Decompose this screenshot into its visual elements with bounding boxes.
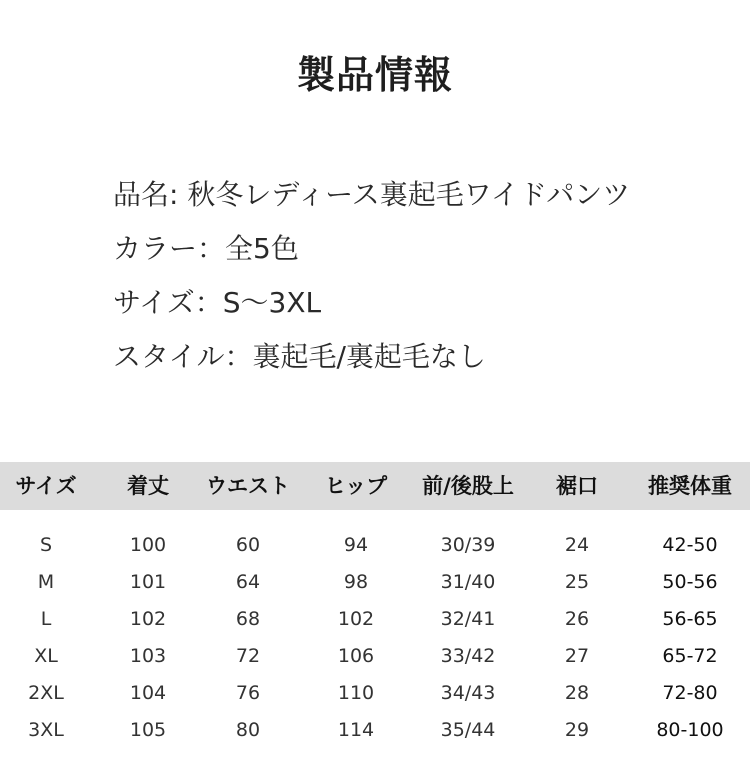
cell-waist: 68: [235, 608, 261, 630]
cell-rise: 30/39: [440, 534, 496, 556]
cell-size: L: [40, 608, 52, 630]
cell-weight: 72-80: [662, 682, 718, 704]
header-weight: 推奨体重: [648, 474, 732, 498]
cell-hip: 114: [337, 719, 375, 741]
cell-weight: 50-56: [662, 571, 718, 593]
cell-length: 103: [129, 645, 167, 667]
cell-rise: 32/41: [440, 608, 496, 630]
cell-length: 100: [129, 534, 167, 556]
cell-hem: 24: [564, 534, 590, 556]
cell-waist: 80: [235, 719, 261, 741]
cell-hip: 102: [337, 608, 375, 630]
table-row: [0, 638, 750, 675]
table-row: [0, 527, 750, 564]
cell-waist: 76: [235, 682, 261, 704]
cell-weight: 65-72: [662, 645, 718, 667]
style-line: スタイル：裏起毛/裏起毛なし: [113, 340, 486, 373]
cell-size: S: [39, 534, 53, 556]
cell-hem: 28: [564, 682, 590, 704]
cell-length: 101: [129, 571, 167, 593]
cell-waist: 64: [235, 571, 261, 593]
cell-rise: 35/44: [440, 719, 496, 741]
cell-hip: 106: [337, 645, 375, 667]
cell-hip: 94: [343, 534, 369, 556]
cell-weight: 80-100: [656, 719, 724, 741]
size-table-header: [0, 462, 750, 510]
cell-weight: 56-65: [662, 608, 718, 630]
cell-rise: 33/42: [440, 645, 496, 667]
product-info-list: [113, 172, 630, 388]
cell-weight: 42-50: [662, 534, 718, 556]
cell-hip: 110: [337, 682, 375, 704]
cell-size: M: [37, 571, 55, 593]
cell-hem: 26: [564, 608, 590, 630]
table-row: [0, 601, 750, 638]
cell-length: 102: [129, 608, 167, 630]
cell-hem: 27: [564, 645, 590, 667]
color-line: カラー：全5色: [113, 232, 299, 265]
page-title: 製品情報: [296, 53, 453, 97]
cell-waist: 72: [235, 645, 261, 667]
cell-hem: 25: [564, 571, 590, 593]
cell-length: 104: [129, 682, 167, 704]
cell-size: 2XL: [28, 682, 64, 704]
cell-size: XL: [34, 645, 58, 667]
table-row: [0, 564, 750, 601]
cell-rise: 31/40: [440, 571, 496, 593]
table-row: [0, 712, 750, 749]
cell-size: 3XL: [28, 719, 64, 741]
header-rise: 前/後股上: [422, 474, 514, 498]
cell-hip: 98: [343, 571, 369, 593]
cell-waist: 60: [235, 534, 261, 556]
cell-hem: 29: [564, 719, 590, 741]
cell-rise: 34/43: [440, 682, 496, 704]
header-length: 着丈: [127, 474, 169, 498]
header-hem: 裾口: [556, 474, 598, 498]
header-size: サイズ: [15, 474, 77, 498]
size-line: サイズ：S～3XL: [113, 286, 322, 319]
cell-length: 105: [129, 719, 167, 741]
size-table-body: [0, 527, 750, 749]
table-row: [0, 675, 750, 712]
header-waist: ウエスト: [206, 474, 290, 498]
header-hip: ヒップ: [324, 474, 388, 498]
product-name-line: 品名: 秋冬レディース裏起毛ワイドパンツ: [113, 178, 631, 211]
